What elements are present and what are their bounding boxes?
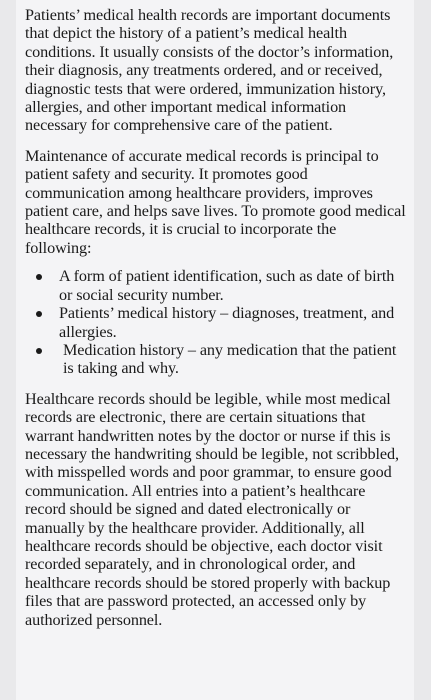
paragraph-medical-records-intro: Patients’ medical health records are important documents that depict the history of a patient’s medical health conditions. It usually consists of the doctor’s information, their diagnosis, any treatments ordered, and or received, diagnostic tests that were ordered, immunization history, allergies, and other important medical information necessary for comprehensive care of the patient. xyxy=(25,6,394,135)
bullet-text: A form of patient identification, such as date of birth or social security number. xyxy=(59,267,395,304)
bullet-item-medication-history xyxy=(25,341,406,378)
bullet-item-patient-identification xyxy=(25,267,406,304)
bullet-icon xyxy=(36,274,42,280)
bullet-text: Medication history – any medication that the patient is taking and why. xyxy=(63,340,397,378)
bullet-icon xyxy=(36,311,42,317)
bullet-text: Patients’ medical history – diagnoses, treatment, and allergies. xyxy=(59,304,395,341)
document-page xyxy=(16,0,414,700)
bullet-icon xyxy=(36,348,42,354)
bullet-list xyxy=(25,267,406,377)
paragraph-accurate-records: Maintenance of accurate medical records is principal to patient safety and security. It promotes good communication among healthcare providers, improves patient care, and helps save lives. To promote good medical healthcare records, it is crucial to incorporate the following: xyxy=(25,146,406,257)
bullet-item-medical-history xyxy=(25,304,406,341)
paragraph-legibility: Healthcare records should be legible, while most medical records are electronic, there are certain situations that warrant handwritten notes by the doctor or nurse if this is necessary the handwriting should be legible, not scribbled, with misspelled words and poor grammar, to ensure good communication. All entries into a patient’s healthcare record should be signed and dated electronically or manually by the healthcare provider. Additionally, all healthcare records should be objective, each doctor visit recorded separately, and in chronological order, and healthcare records should be stored properly with backup files that are password protected, an accessed only by authorized personnel. xyxy=(25,389,399,629)
